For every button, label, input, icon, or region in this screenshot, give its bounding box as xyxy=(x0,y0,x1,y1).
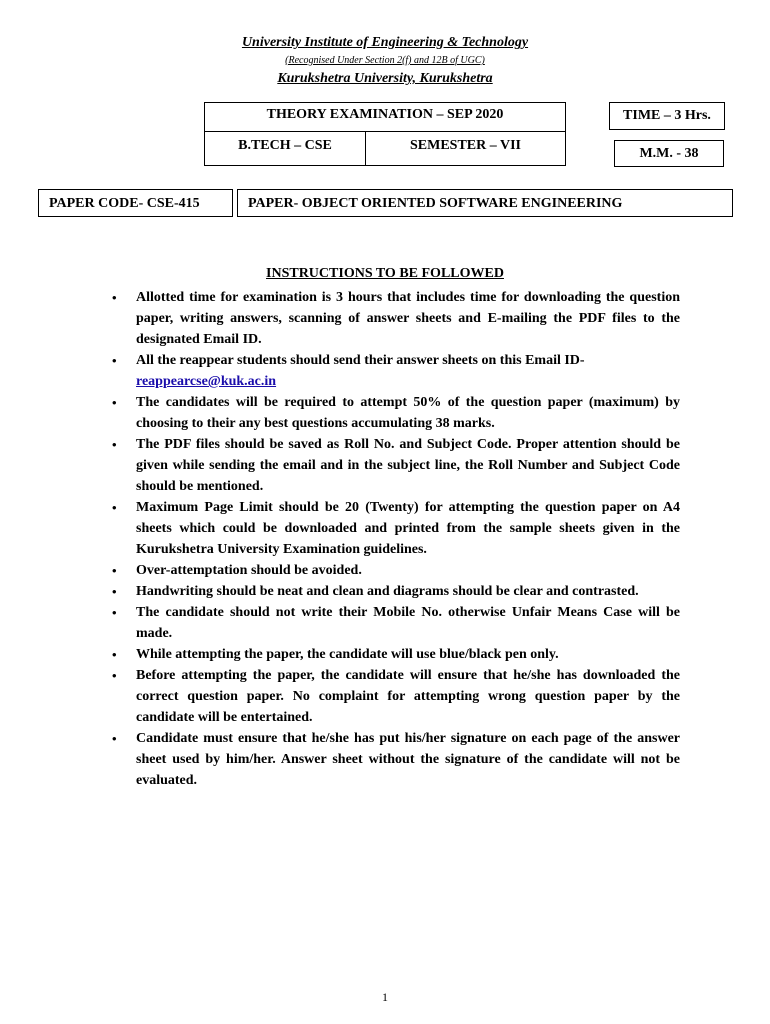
institute-name: University Institute of Engineering & Technology xyxy=(241,35,529,50)
bullet-icon: • xyxy=(112,647,117,662)
instruction-text: Candidate must ensure that he/she has put his/her signature on each page of the answer sheet used by him/her. Answer sheet without the signature of the candidate will not be evaluated. xyxy=(136,731,680,788)
exam-info-table xyxy=(204,102,566,166)
instruction-text: The candidates will be required to attempt 50% of the question paper (maximum) by choosing to their any best questions accumulating 38 marks. xyxy=(136,395,680,431)
paper-title-box: PAPER- OBJECT ORIENTED SOFTWARE ENGINEERING xyxy=(237,189,733,217)
bullet-icon: • xyxy=(112,290,117,305)
instruction-text: The PDF files should be saved as Roll No. and Subject Code. Proper attention should be given while sending the email and in the subject line, the Roll Number and Subject Code should be mentioned. xyxy=(136,437,680,494)
instruction-text: Over-attemptation should be avoided. xyxy=(136,563,362,578)
list-item xyxy=(110,728,680,791)
instruction-text: The candidate should not write their Mobile No. otherwise Unfair Means Case will be made. xyxy=(136,605,680,641)
bullet-icon: • xyxy=(112,437,117,452)
bullet-icon: • xyxy=(112,500,117,515)
bullet-icon: • xyxy=(112,563,117,578)
page-number: 1 xyxy=(382,990,388,1004)
instructions-heading: INSTRUCTIONS TO BE FOLLOWED xyxy=(266,266,504,281)
instruction-text: Handwriting should be neat and clean and diagrams should be clear and contrasted. xyxy=(136,584,639,599)
instruction-text: All the reappear students should send their answer sheets on this Email ID- xyxy=(136,353,585,368)
time-box: TIME – 3 Hrs. xyxy=(609,102,725,130)
instruction-text: Before attempting the paper, the candidate will ensure that he/she has downloaded the correct question paper. No complaint for attempting wrong question paper by the candidate will be entertained. xyxy=(136,668,680,725)
instruction-text: Allotted time for examination is 3 hours that includes time for downloading the question paper, writing answers, scanning of answer sheets and E-mailing the PDF files to the designated Email ID. xyxy=(136,290,680,347)
paper-code-box: PAPER CODE- CSE-415 xyxy=(38,189,233,217)
list-item xyxy=(110,665,680,728)
semester: SEMESTER – VII xyxy=(409,138,521,153)
bullet-icon: • xyxy=(112,605,117,620)
instruction-text: While attempting the paper, the candidate will use blue/black pen only. xyxy=(136,647,559,662)
university-name: Kurukshetra University, Kurukshetra xyxy=(277,71,493,86)
course-name: B.TECH – CSE xyxy=(205,132,366,165)
exam-title: THEORY EXAMINATION – SEP 2020 xyxy=(205,103,565,132)
bullet-icon: • xyxy=(112,668,117,683)
max-marks-box: M.M. - 38 xyxy=(614,140,724,167)
list-item xyxy=(110,350,680,392)
instruction-text: Maximum Page Limit should be 20 (Twenty) for attempting the question paper on A4 sheets which could be downloaded and printed from the sample sheets given in the Kurukshetra University Examination guidelines. xyxy=(136,500,680,557)
bullet-icon: • xyxy=(112,353,117,368)
instructions-list xyxy=(110,287,680,791)
list-item xyxy=(110,392,680,434)
bullet-icon: • xyxy=(112,584,117,599)
reappear-email-link[interactable]: reappearcse@kuk.ac.in xyxy=(136,374,277,389)
recognition-note: (Recognised Under Section 2(f) and 12B of UGC) xyxy=(285,55,485,66)
bullet-icon: • xyxy=(112,395,117,410)
list-item xyxy=(110,560,680,581)
list-item xyxy=(110,287,680,350)
bullet-icon: • xyxy=(112,731,117,746)
list-item xyxy=(110,497,680,560)
list-item xyxy=(110,434,680,497)
list-item xyxy=(110,644,680,665)
list-item xyxy=(110,581,680,602)
list-item xyxy=(110,602,680,644)
